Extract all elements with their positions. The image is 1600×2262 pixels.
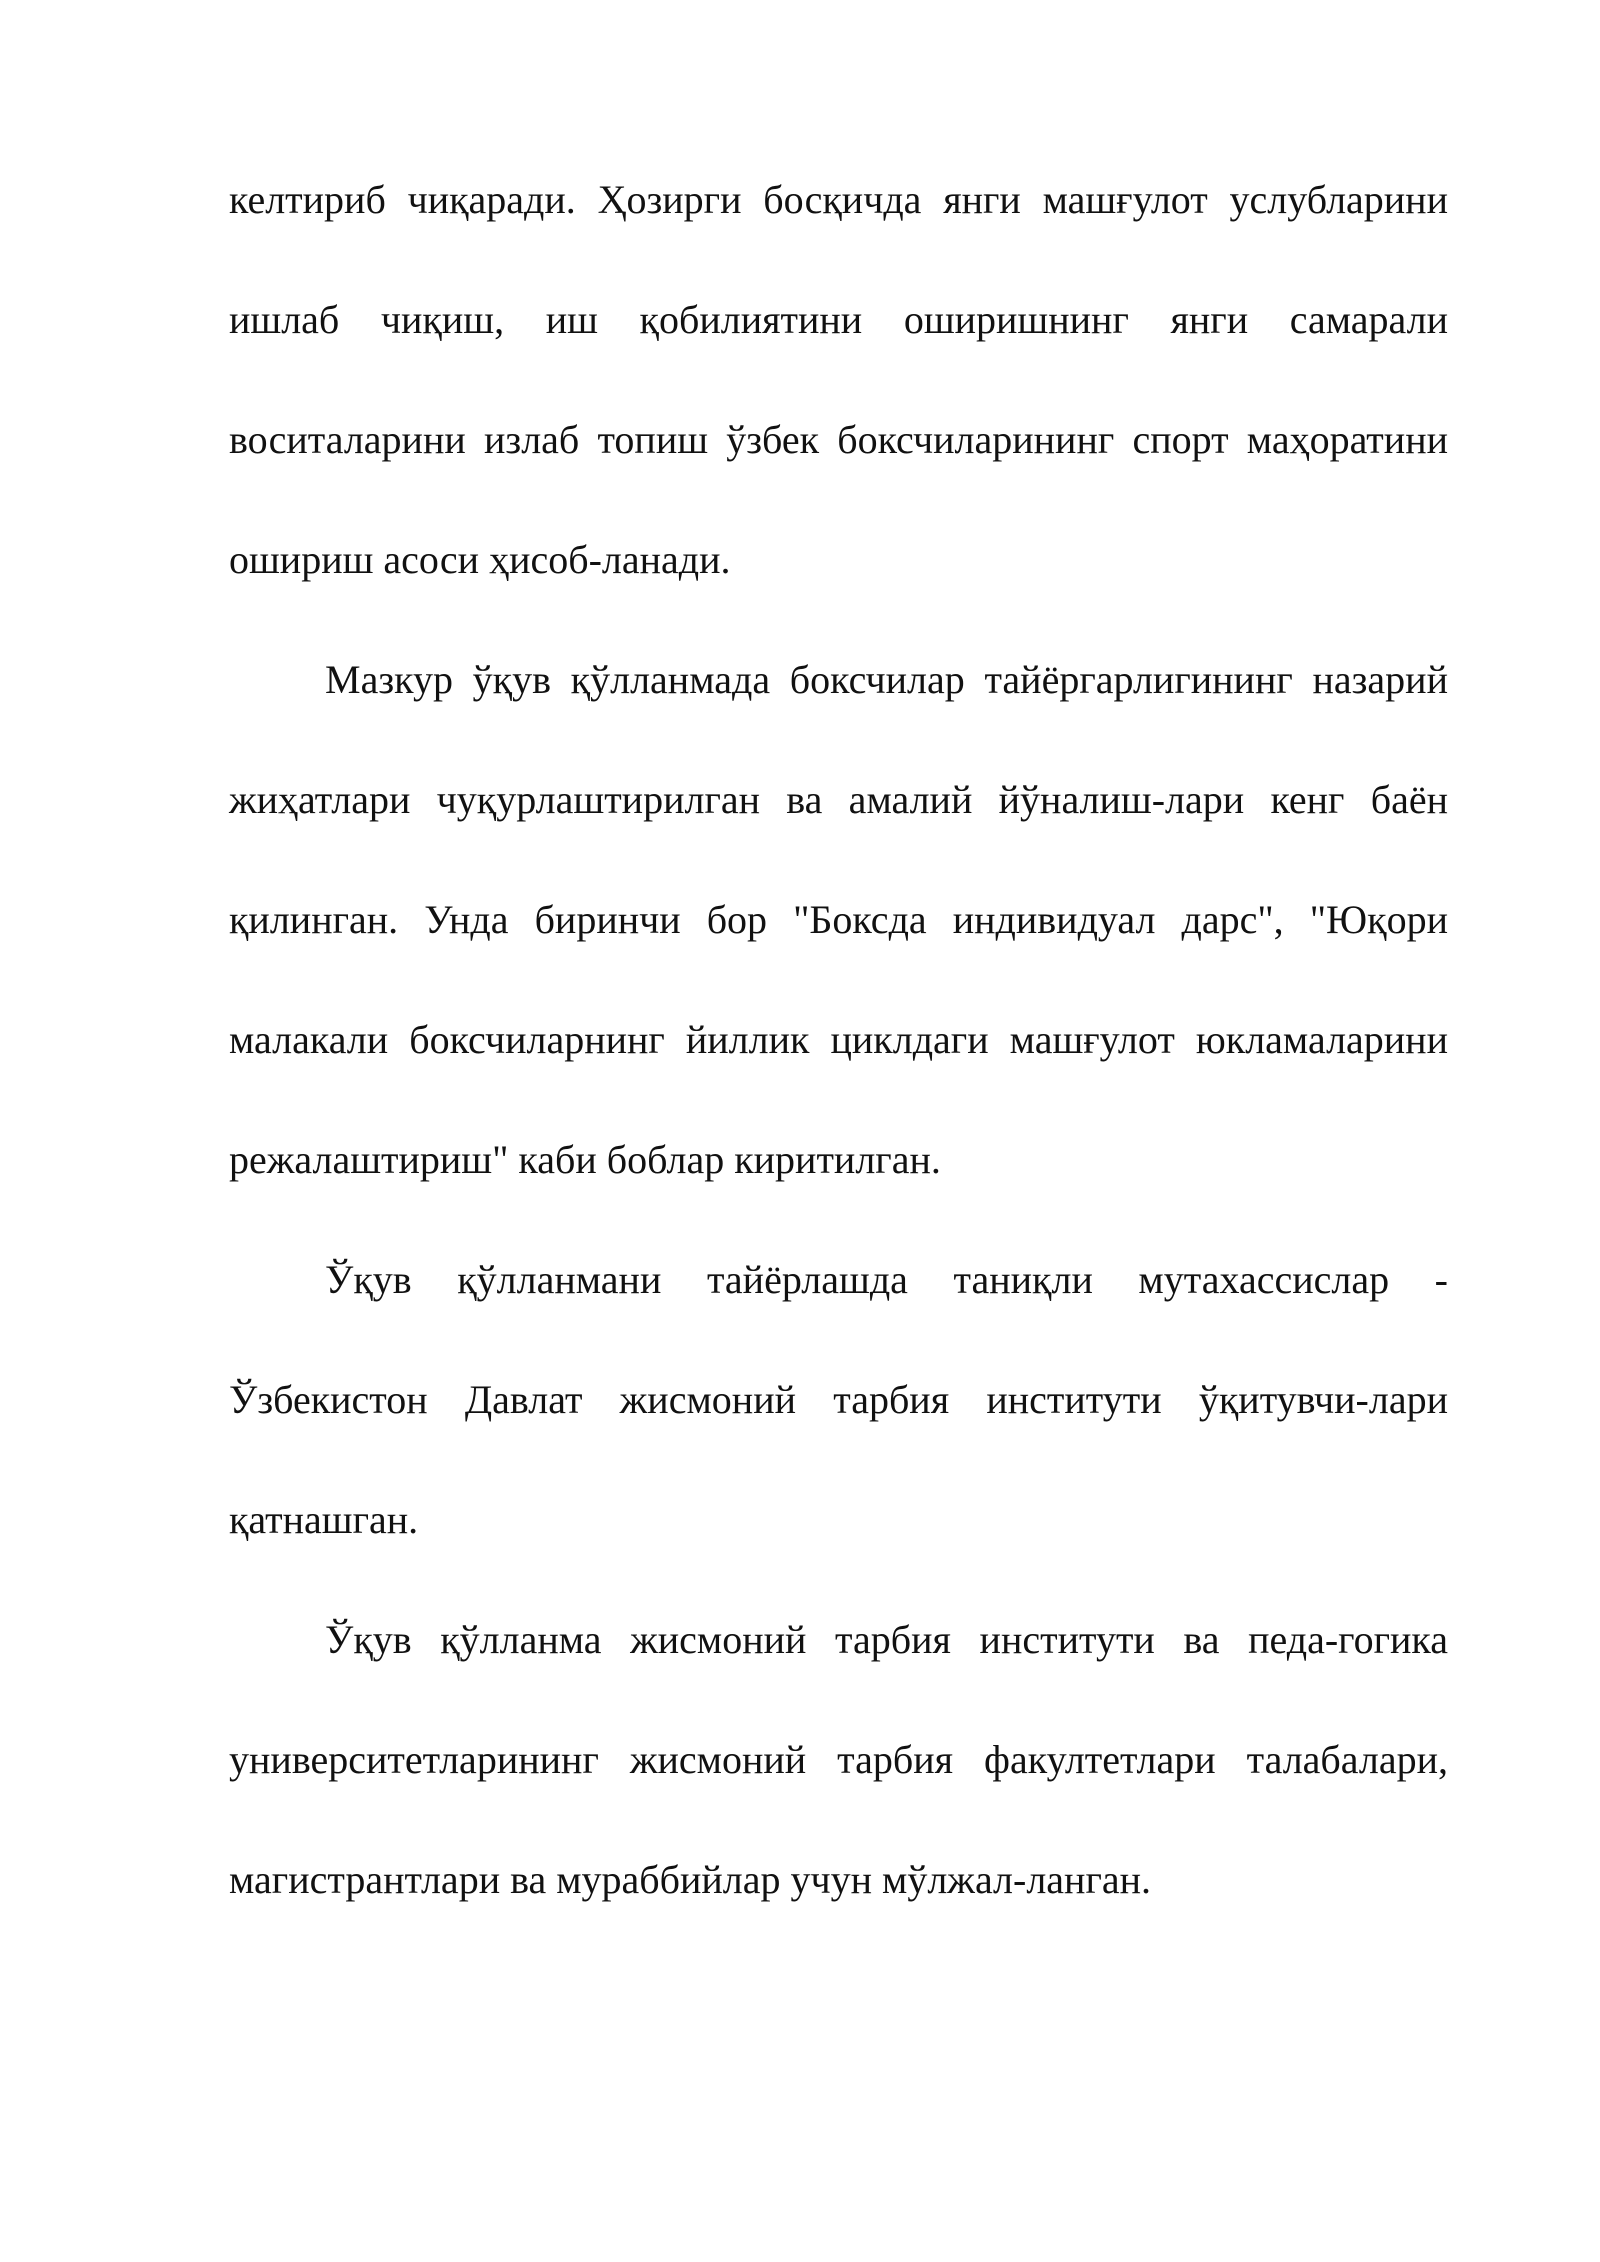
- paragraph-1: келтириб чиқаради. Ҳозирги босқичда янги машғулот услубларини ишлаб чиқиш, иш қобилиятини оширишнинг янги самарали воситаларини излаб топиш ўзбек боксчиларининг спорт маҳоратини ошириш асоси ҳисоб-ланади.: [229, 177, 1448, 582]
- body-text: [229, 140, 1448, 1940]
- paragraph-3: Ўқув қўлланмани тайёрлашда таниқли мутахассислар - Ўзбекистон Давлат жисмоний тарбия институти ўқитувчи-лари қатнашган.: [229, 1257, 1448, 1542]
- paragraph-2: Мазкур ўқув қўлланмада боксчилар тайёргарлигининг назарий жиҳатлари чуқурлаштирилган ва амалий йўналиш-лари кенг баён қилинган. Унда биринчи бор "Боксда индивидуал дарс", "Юқори малакали боксчиларнинг йиллик циклдаги машғулот юкламаларини режалаштириш" каби боблар киритилган.: [229, 657, 1448, 1182]
- paragraph-4: Ўқув қўлланма жисмоний тарбия институти ва педа-гогика университетларининг жисмоний тарбия факултетлари талабалари, магистрантлари ва мураббийлар учун мўлжал-ланган.: [229, 1617, 1448, 1902]
